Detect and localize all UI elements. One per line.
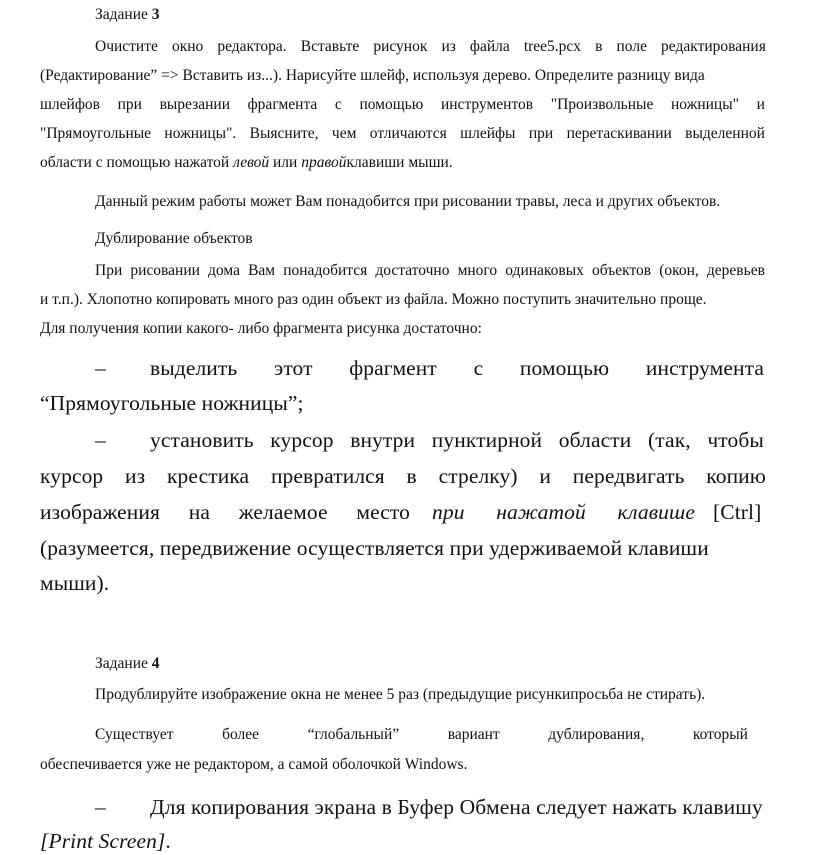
word: рисунок	[373, 38, 428, 55]
word: Существует	[95, 726, 174, 743]
word: перетаскивании	[566, 125, 672, 142]
word: шлейфов	[40, 96, 100, 113]
task4-bullet-line2	[40, 829, 171, 854]
word: отличаются	[369, 125, 447, 142]
task3-para2: Данный режим работы может Вам понадобится при рисовании травы, леса и других объектов.	[95, 193, 721, 210]
bullet2-line3-start	[40, 500, 410, 525]
word: из	[125, 464, 146, 488]
word: передвигать	[572, 464, 685, 488]
word: инструмента	[645, 356, 764, 380]
task3-para1-line1	[95, 38, 766, 56]
word: место	[356, 500, 410, 524]
word: вариант	[447, 726, 500, 743]
task3-para1-line3	[40, 96, 765, 114]
word: внутри	[350, 428, 416, 452]
word: области	[558, 428, 632, 452]
word: курсор	[40, 464, 104, 488]
bullet2-line1	[150, 428, 764, 453]
task3-para1-line5	[40, 154, 453, 172]
word: и	[539, 464, 551, 488]
word: при	[528, 125, 554, 142]
word: Выясните,	[249, 125, 319, 142]
word: окно	[171, 38, 204, 55]
word: "Прямоугольные	[40, 125, 152, 142]
word: Очистите	[95, 38, 158, 55]
word: редактора.	[217, 38, 287, 55]
word: дублирования,	[548, 726, 645, 743]
word: “глобальный”	[307, 726, 400, 743]
word: и	[756, 96, 765, 113]
word: превратился	[270, 464, 385, 488]
word: шлейфы	[460, 125, 516, 142]
bullet1-line1	[150, 356, 764, 381]
word: понадобится	[283, 262, 368, 279]
task4-para1: Продублируйте изображение окна не менее 5 раз (предыдущие рисункипросьба не стирать).	[95, 686, 706, 703]
word: стрелку)	[438, 464, 518, 488]
right-key-word: правой	[301, 154, 347, 171]
task4-bullet-dash: –	[95, 795, 106, 819]
task3-para1-line2: (Редактирование” => Вставить из...). Нарисуйте шлейф, используя дерево. Определите разницу вида	[40, 67, 705, 84]
word: клавише	[617, 500, 695, 524]
bullet2-line4: (разумеется, передвижение осуществляется при удерживаемой клавиши	[40, 536, 709, 560]
word: фрагмент	[349, 356, 437, 380]
task3-heading	[95, 6, 160, 24]
word: в	[406, 464, 417, 488]
print-screen-key: [Print Screen]	[40, 829, 166, 853]
task3-para3-line2-text: и т.п.). Хлопотно копировать много раз один объект из файла. Можно поступить значительно проще.	[40, 291, 707, 308]
word: файла	[469, 38, 510, 55]
word: изображения	[40, 500, 160, 524]
word: Вам	[248, 262, 276, 279]
word: поле	[616, 38, 647, 55]
word: чем	[331, 125, 357, 142]
left-key-word: левой	[233, 154, 270, 171]
word: более	[222, 726, 260, 743]
word: вырезании	[159, 96, 231, 113]
task3-para3-line3: Для получения копии какого- либо фрагмента рисунка достаточно:	[40, 320, 482, 337]
ctrl-key-label: [Ctrl]	[713, 500, 762, 524]
word: фрагмента	[247, 96, 318, 113]
word: нажатой	[496, 500, 586, 524]
bullet2-dash: –	[95, 428, 106, 452]
word: tree5.pcx	[523, 38, 582, 55]
task4-heading-label: Задание	[95, 655, 148, 672]
word: с	[473, 356, 484, 380]
word: объектов	[592, 262, 652, 279]
word: желаемое	[238, 500, 328, 524]
bullet2-line2	[40, 464, 766, 489]
word: крестика	[167, 464, 250, 488]
task4-bullet-line1: Для копирования экрана в Буфер Обмена следует нажать клавишу	[150, 795, 763, 819]
word: при	[432, 500, 465, 524]
word: выделить	[150, 356, 238, 380]
word: Вставьте	[300, 38, 360, 55]
word: который	[692, 726, 748, 743]
word: из	[441, 38, 456, 55]
task4-heading	[95, 655, 160, 673]
word: достаточно	[375, 262, 450, 279]
word: При	[95, 262, 123, 279]
word: редактирования	[661, 38, 766, 55]
task4-bullet-line2-end: .	[165, 829, 171, 853]
task3-heading-label: Задание	[95, 6, 148, 23]
task3-para1-line5-start: области с помощью нажатой	[40, 154, 234, 171]
bullet1-line2: “Прямоугольные ножницы”;	[40, 391, 304, 415]
word: много	[457, 262, 498, 279]
task4-heading-number: 4	[151, 655, 160, 672]
word: помощью	[519, 356, 610, 380]
task3-heading-number: 3	[151, 6, 160, 23]
word: чтобы	[707, 428, 764, 452]
ctrl-key-phrase	[432, 500, 695, 525]
bullet1-dash: –	[95, 356, 106, 380]
task3-para3-line1	[95, 262, 765, 280]
or-word: или	[269, 154, 302, 171]
word: помощью	[359, 96, 424, 113]
task3-para1-line4	[40, 125, 765, 143]
word: этот	[274, 356, 313, 380]
word: на	[188, 500, 210, 524]
task4-para2-line1	[95, 726, 748, 744]
word: при	[117, 96, 142, 113]
word: в	[595, 38, 603, 55]
word: дома	[208, 262, 240, 279]
task3-para1-line5-end: клавиши мыши.	[346, 154, 453, 171]
word: рисовании	[130, 262, 200, 279]
task4-para2-line2: обеспечивается уже не редактором, а самой оболочкой Windows.	[40, 756, 468, 773]
word: ножницы"	[670, 96, 739, 113]
word: копию	[706, 464, 766, 488]
word: курсор	[270, 428, 334, 452]
word: (так,	[648, 428, 691, 452]
word: одинаковых	[505, 262, 584, 279]
word: инструментов	[440, 96, 534, 113]
bullet2-line5: мыши).	[40, 571, 110, 595]
word: с	[334, 96, 342, 113]
word: "Произвольные	[550, 96, 654, 113]
duplication-subheading: Дублирование объектов	[95, 230, 253, 247]
word: пунктирной	[431, 428, 543, 452]
word: деревьев	[706, 262, 765, 279]
word: выделенной	[685, 125, 765, 142]
word: ножницы".	[164, 125, 237, 142]
word: установить	[150, 428, 254, 452]
task3-para3-line2	[40, 291, 766, 309]
word: (окон,	[659, 262, 699, 279]
